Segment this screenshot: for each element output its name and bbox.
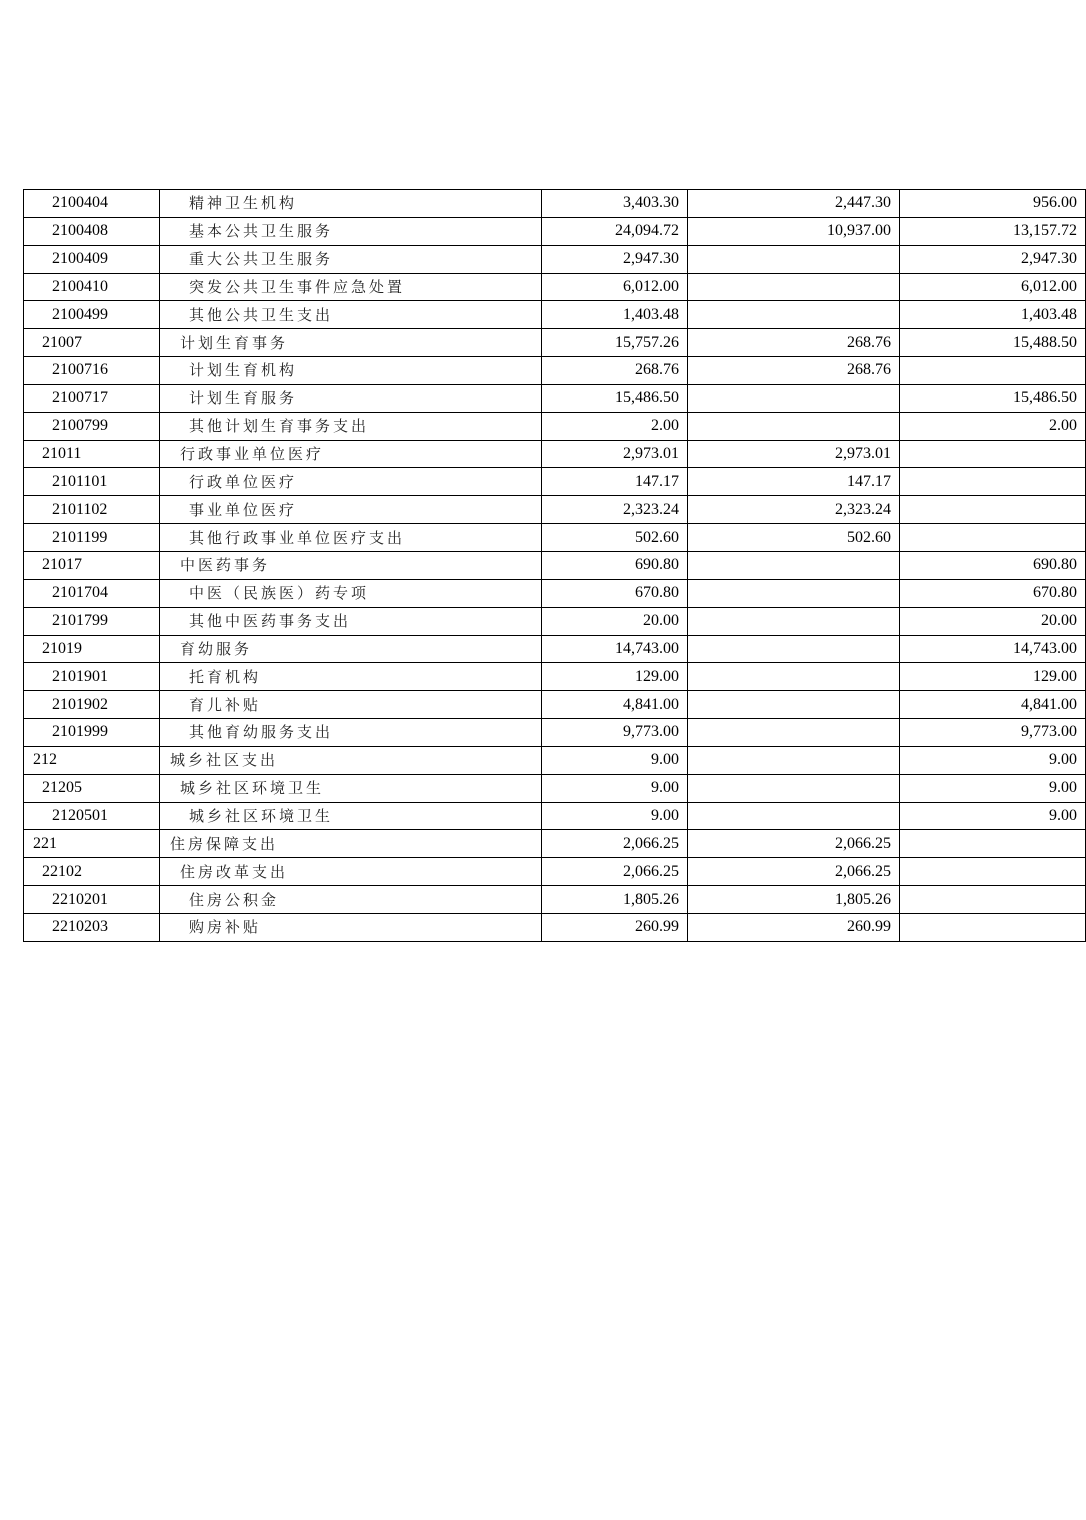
project-expenditure-cell: 20.00 <box>900 607 1086 635</box>
project-expenditure-cell: 14,743.00 <box>900 635 1086 663</box>
basic-expenditure-cell: 2,447.30 <box>688 190 900 218</box>
total-amount-cell: 15,757.26 <box>542 329 688 357</box>
basic-expenditure-cell: 268.76 <box>688 329 900 357</box>
subject-code-cell: 2100408 <box>24 217 160 245</box>
table-row <box>24 579 1086 607</box>
subject-code-cell: 21011 <box>24 440 160 468</box>
subject-name-cell: 中医药事务 <box>160 551 542 579</box>
table-row <box>24 551 1086 579</box>
table-row <box>24 886 1086 914</box>
project-expenditure-cell: 2,947.30 <box>900 245 1086 273</box>
project-expenditure-cell: 9.00 <box>900 774 1086 802</box>
basic-expenditure-cell <box>688 802 900 830</box>
subject-name-cell: 行政单位医疗 <box>160 468 542 496</box>
subject-code-cell: 2100410 <box>24 273 160 301</box>
total-amount-cell: 14,743.00 <box>542 635 688 663</box>
total-amount-cell: 20.00 <box>542 607 688 635</box>
total-amount-cell: 690.80 <box>542 551 688 579</box>
subject-name-cell: 突发公共卫生事件应急处置 <box>160 273 542 301</box>
total-amount-cell: 4,841.00 <box>542 691 688 719</box>
subject-name-cell: 事业单位医疗 <box>160 496 542 524</box>
basic-expenditure-cell <box>688 245 900 273</box>
subject-name-cell: 中医（民族医）药专项 <box>160 579 542 607</box>
subject-name-cell: 城乡社区环境卫生 <box>160 802 542 830</box>
basic-expenditure-cell: 268.76 <box>688 357 900 385</box>
total-amount-cell: 9,773.00 <box>542 719 688 747</box>
subject-code-cell: 2101704 <box>24 579 160 607</box>
project-expenditure-cell <box>900 468 1086 496</box>
subject-name-cell: 住房保障支出 <box>160 830 542 858</box>
project-expenditure-cell: 690.80 <box>900 551 1086 579</box>
basic-expenditure-cell <box>688 691 900 719</box>
table-row <box>24 357 1086 385</box>
table-row <box>24 468 1086 496</box>
subject-name-cell: 计划生育机构 <box>160 357 542 385</box>
project-expenditure-cell: 1,403.48 <box>900 301 1086 329</box>
basic-expenditure-cell: 502.60 <box>688 524 900 552</box>
basic-expenditure-cell: 1,805.26 <box>688 886 900 914</box>
basic-expenditure-cell <box>688 301 900 329</box>
total-amount-cell: 2,947.30 <box>542 245 688 273</box>
table-row <box>24 607 1086 635</box>
table-row <box>24 273 1086 301</box>
project-expenditure-cell: 9.00 <box>900 802 1086 830</box>
total-amount-cell: 6,012.00 <box>542 273 688 301</box>
basic-expenditure-cell <box>688 607 900 635</box>
basic-expenditure-cell <box>688 579 900 607</box>
subject-code-cell: 2100716 <box>24 357 160 385</box>
table-row <box>24 440 1086 468</box>
project-expenditure-cell: 129.00 <box>900 663 1086 691</box>
basic-expenditure-cell <box>688 746 900 774</box>
table-row <box>24 524 1086 552</box>
total-amount-cell: 502.60 <box>542 524 688 552</box>
basic-expenditure-cell: 2,973.01 <box>688 440 900 468</box>
total-amount-cell: 9.00 <box>542 774 688 802</box>
subject-name-cell: 托育机构 <box>160 663 542 691</box>
subject-code-cell: 2100717 <box>24 384 160 412</box>
project-expenditure-cell <box>900 886 1086 914</box>
subject-code-cell: 22102 <box>24 858 160 886</box>
table-row <box>24 635 1086 663</box>
total-amount-cell: 2,066.25 <box>542 830 688 858</box>
project-expenditure-cell: 2.00 <box>900 412 1086 440</box>
project-expenditure-cell <box>900 913 1086 941</box>
subject-code-cell: 2101999 <box>24 719 160 747</box>
basic-expenditure-cell: 2,066.25 <box>688 858 900 886</box>
table-row <box>24 217 1086 245</box>
project-expenditure-cell <box>900 357 1086 385</box>
total-amount-cell: 3,403.30 <box>542 190 688 218</box>
project-expenditure-cell <box>900 524 1086 552</box>
project-expenditure-cell <box>900 496 1086 524</box>
table-row <box>24 719 1086 747</box>
basic-expenditure-cell <box>688 663 900 691</box>
subject-name-cell: 购房补贴 <box>160 913 542 941</box>
subject-code-cell: 2100499 <box>24 301 160 329</box>
table-row <box>24 412 1086 440</box>
subject-code-cell: 21205 <box>24 774 160 802</box>
table-body <box>24 190 1086 942</box>
subject-name-cell: 基本公共卫生服务 <box>160 217 542 245</box>
table-row <box>24 384 1086 412</box>
subject-code-cell: 2101799 <box>24 607 160 635</box>
total-amount-cell: 9.00 <box>542 802 688 830</box>
table-row <box>24 746 1086 774</box>
total-amount-cell: 24,094.72 <box>542 217 688 245</box>
subject-code-cell: 2101102 <box>24 496 160 524</box>
subject-code-cell: 2101101 <box>24 468 160 496</box>
table-row <box>24 301 1086 329</box>
table-row <box>24 913 1086 941</box>
table-row <box>24 830 1086 858</box>
basic-expenditure-cell <box>688 551 900 579</box>
basic-expenditure-cell <box>688 412 900 440</box>
subject-code-cell: 2210201 <box>24 886 160 914</box>
subject-code-cell: 21019 <box>24 635 160 663</box>
table-row <box>24 691 1086 719</box>
subject-name-cell: 行政事业单位医疗 <box>160 440 542 468</box>
basic-expenditure-cell: 260.99 <box>688 913 900 941</box>
table-row <box>24 774 1086 802</box>
total-amount-cell: 1,403.48 <box>542 301 688 329</box>
table-row <box>24 190 1086 218</box>
basic-expenditure-cell: 10,937.00 <box>688 217 900 245</box>
subject-name-cell: 其他中医药事务支出 <box>160 607 542 635</box>
subject-name-cell: 城乡社区环境卫生 <box>160 774 542 802</box>
subject-name-cell: 育幼服务 <box>160 635 542 663</box>
total-amount-cell: 2,973.01 <box>542 440 688 468</box>
table-row <box>24 245 1086 273</box>
subject-name-cell: 其他公共卫生支出 <box>160 301 542 329</box>
subject-name-cell: 计划生育服务 <box>160 384 542 412</box>
total-amount-cell: 9.00 <box>542 746 688 774</box>
subject-code-cell: 21017 <box>24 551 160 579</box>
project-expenditure-cell <box>900 830 1086 858</box>
total-amount-cell: 15,486.50 <box>542 384 688 412</box>
total-amount-cell: 129.00 <box>542 663 688 691</box>
project-expenditure-cell: 956.00 <box>900 190 1086 218</box>
subject-name-cell: 育儿补贴 <box>160 691 542 719</box>
table-row <box>24 329 1086 357</box>
project-expenditure-cell: 9.00 <box>900 746 1086 774</box>
project-expenditure-cell: 670.80 <box>900 579 1086 607</box>
project-expenditure-cell <box>900 440 1086 468</box>
table-row <box>24 858 1086 886</box>
total-amount-cell: 670.80 <box>542 579 688 607</box>
subject-name-cell: 住房改革支出 <box>160 858 542 886</box>
subject-name-cell: 其他行政事业单位医疗支出 <box>160 524 542 552</box>
total-amount-cell: 1,805.26 <box>542 886 688 914</box>
project-expenditure-cell: 15,488.50 <box>900 329 1086 357</box>
basic-expenditure-cell: 2,066.25 <box>688 830 900 858</box>
subject-code-cell: 212 <box>24 746 160 774</box>
table-row <box>24 802 1086 830</box>
total-amount-cell: 147.17 <box>542 468 688 496</box>
subject-code-cell: 2100799 <box>24 412 160 440</box>
expenditure-table <box>23 189 1086 942</box>
total-amount-cell: 268.76 <box>542 357 688 385</box>
project-expenditure-cell <box>900 858 1086 886</box>
subject-name-cell: 其他计划生育事务支出 <box>160 412 542 440</box>
total-amount-cell: 2.00 <box>542 412 688 440</box>
subject-name-cell: 城乡社区支出 <box>160 746 542 774</box>
total-amount-cell: 2,323.24 <box>542 496 688 524</box>
basic-expenditure-cell: 147.17 <box>688 468 900 496</box>
basic-expenditure-cell: 2,323.24 <box>688 496 900 524</box>
basic-expenditure-cell <box>688 273 900 301</box>
project-expenditure-cell: 9,773.00 <box>900 719 1086 747</box>
subject-code-cell: 21007 <box>24 329 160 357</box>
subject-code-cell: 2210203 <box>24 913 160 941</box>
total-amount-cell: 2,066.25 <box>542 858 688 886</box>
subject-code-cell: 2100409 <box>24 245 160 273</box>
subject-code-cell: 2120501 <box>24 802 160 830</box>
subject-name-cell: 其他育幼服务支出 <box>160 719 542 747</box>
basic-expenditure-cell <box>688 384 900 412</box>
subject-code-cell: 221 <box>24 830 160 858</box>
basic-expenditure-cell <box>688 635 900 663</box>
subject-name-cell: 计划生育事务 <box>160 329 542 357</box>
subject-code-cell: 2101902 <box>24 691 160 719</box>
subject-name-cell: 精神卫生机构 <box>160 190 542 218</box>
subject-code-cell: 2100404 <box>24 190 160 218</box>
basic-expenditure-cell <box>688 774 900 802</box>
table-row <box>24 663 1086 691</box>
project-expenditure-cell: 4,841.00 <box>900 691 1086 719</box>
subject-code-cell: 2101901 <box>24 663 160 691</box>
table-row <box>24 496 1086 524</box>
subject-name-cell: 住房公积金 <box>160 886 542 914</box>
subject-code-cell: 2101199 <box>24 524 160 552</box>
project-expenditure-cell: 6,012.00 <box>900 273 1086 301</box>
basic-expenditure-cell <box>688 719 900 747</box>
subject-name-cell: 重大公共卫生服务 <box>160 245 542 273</box>
total-amount-cell: 260.99 <box>542 913 688 941</box>
project-expenditure-cell: 13,157.72 <box>900 217 1086 245</box>
project-expenditure-cell: 15,486.50 <box>900 384 1086 412</box>
